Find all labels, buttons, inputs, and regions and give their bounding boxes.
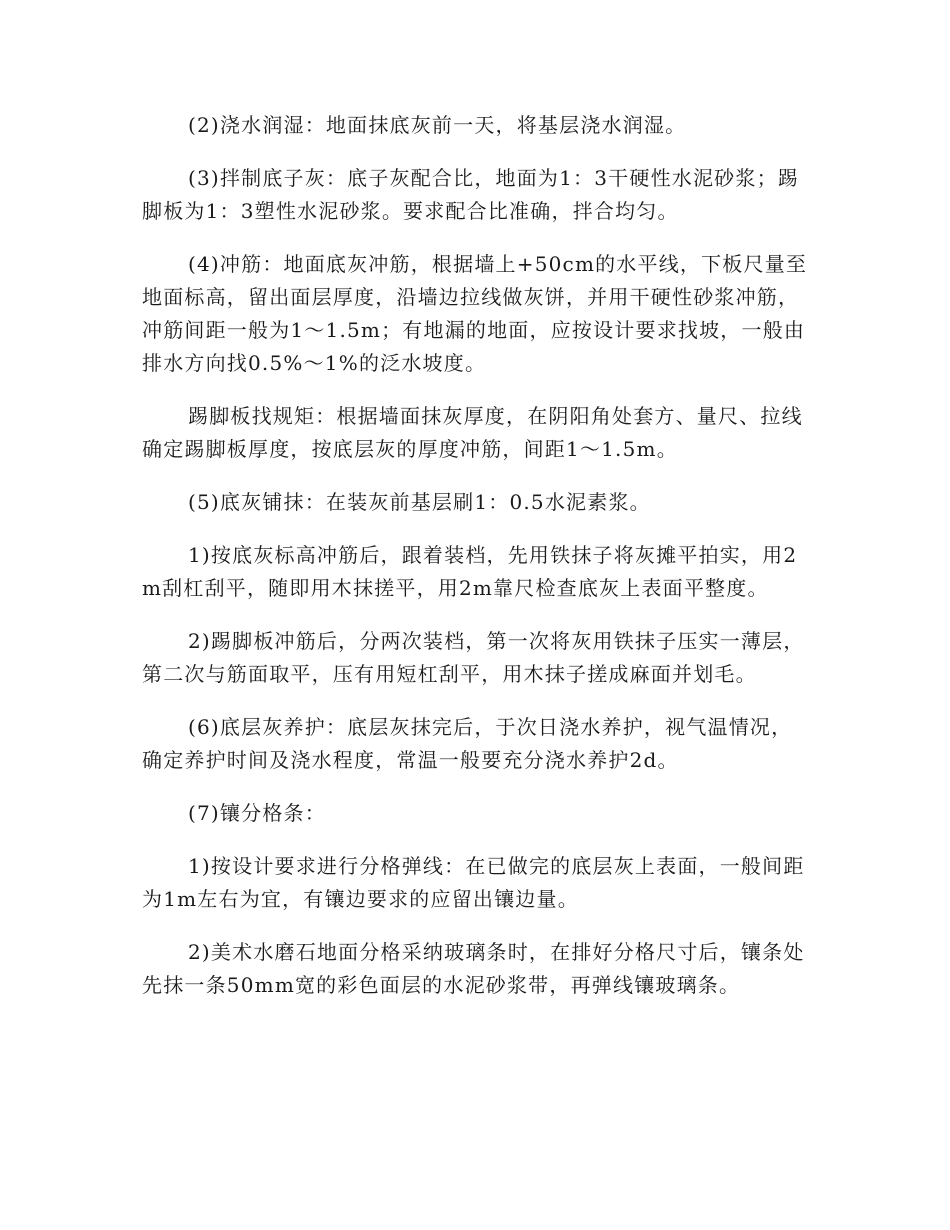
paragraph-base-coat-application: (5)底灰铺抹：在装灰前基层刷1：0.5水泥素浆。 <box>188 490 651 514</box>
paragraph-divider-strips-step-1: 1)按设计要求进行分格弹线：在已做完的底层灰上表面，一般间距为1m左右为宜，有镶边要求的应留出镶边量。 <box>142 854 805 911</box>
paragraph-base-mortar-mix: (3)拌制底子灰：底子灰配合比，地面为1：3干硬性水泥砂浆；踢脚板为1：3塑性水泥砂浆。要求配合比准确，拌合均匀。 <box>142 166 799 223</box>
paragraph-watering: (2)浇水润湿：地面抹底灰前一天，将基层浇水润湿。 <box>188 113 687 137</box>
document-body <box>142 109 812 1002</box>
paragraph-base-coat-curing: (6)底层灰养护：底层灰抹完后，于次日浇水养护，视气温情况，确定养护时间及浇水程度，常温一般要充分浇水养护2d。 <box>142 715 793 772</box>
paragraph-divider-strips-heading: (7)镶分格条： <box>188 801 326 825</box>
paragraph-screeding: (4)冲筋：地面底灰冲筋，根据墙上+50cm的水平线，下板尺量至地面标高，留出面层厚度，沿墙边拉线做灰饼，并用干硬性砂浆冲筋，冲筋间距一般为1～1.5m；有地漏的地面，应按设计要求找坡，一般由排水方向找0.5%～1%的泛水坡度。 <box>142 252 808 375</box>
paragraph-base-coat-step-1: 1)按底灰标高冲筋后，跟着装档，先用铁抹子将灰摊平拍实，用2m刮杠刮平，随即用木抹搓平，用2m靠尺检查底灰上表面平整度。 <box>142 543 798 600</box>
paragraph-skirting-alignment: 踢脚板找规矩：根据墙面抹灰厚度，在阴阳角处套方、量尺、拉线确定踢脚板厚度，按底层灰的厚度冲筋，间距1～1.5m。 <box>142 404 803 461</box>
paragraph-base-coat-step-2: 2)踢脚板冲筋后，分两次装档，第一次将灰用铁抹子压实一薄层，第二次与筋面取平，压有用短杠刮平，用木抹子搓成麻面并划毛。 <box>142 629 805 686</box>
paragraph-divider-strips-step-2: 2)美术水磨石地面分格采纳玻璃条时，在排好分格尺寸后，镶条处先抹一条50mm宽的彩色面层的水泥砂浆带，再弹线镶玻璃条。 <box>142 940 805 997</box>
